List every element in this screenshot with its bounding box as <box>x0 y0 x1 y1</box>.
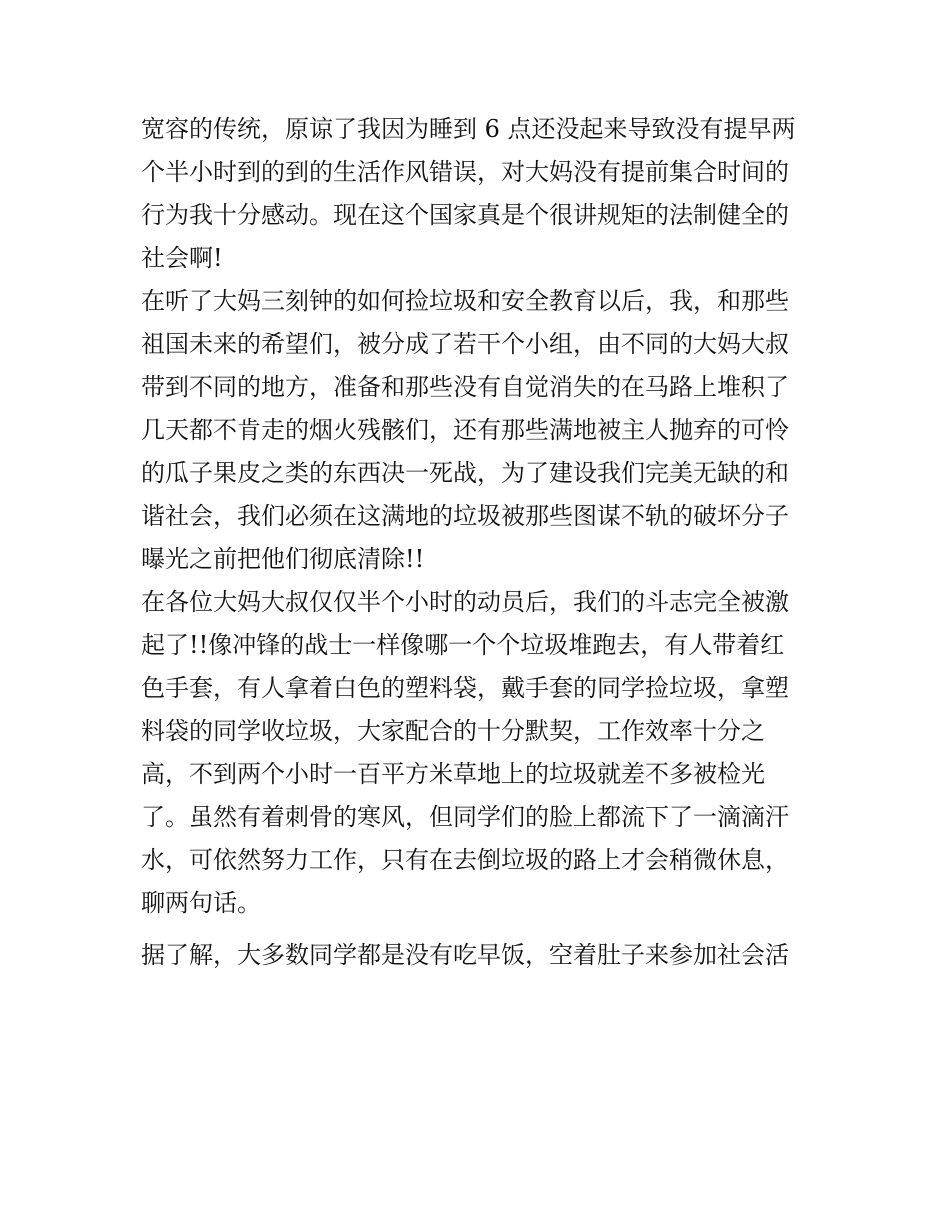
text-line: 水，可依然努力工作，只有在去倒垃圾的路上才会稍微休息， <box>141 846 789 874</box>
text-line: 色手套，有人拿着白色的塑料袋，戴手套的同学捡垃圾，拿塑 <box>141 674 789 702</box>
paragraph <box>141 581 813 925</box>
text-line: 行为我十分感动。现在这个国家真是个很讲规矩的法制健全的 <box>141 201 789 229</box>
body-text <box>141 108 813 977</box>
text-line: 在各位大妈大叔仅仅半个小时的动员后，我们的斗志完全被激 <box>141 588 789 616</box>
text-line: 宽容的传统，原谅了我因为睡到 6 点还没起来导致没有提早两 <box>141 115 796 143</box>
paragraph <box>141 934 813 977</box>
text-line: 带到不同的地方，准备和那些没有自觉消失的在马路上堆积了 <box>141 373 789 401</box>
text-line: 祖国未来的希望们，被分成了若干个小组，由不同的大妈大叔 <box>141 330 789 358</box>
text-line: 谐社会，我们必须在这满地的垃圾被那些图谋不轨的破坏分子 <box>141 502 789 530</box>
paragraph <box>141 280 813 581</box>
text-line: 曝光之前把他们彻底清除!! <box>141 545 425 573</box>
text-line: 高，不到两个小时一百平方米草地上的垃圾就差不多被检光 <box>141 760 765 788</box>
text-line: 个半小时到的到的生活作风错误，对大妈没有提前集合时间的 <box>141 158 789 186</box>
text-line: 的瓜子果皮之类的东西决一死战，为了建设我们完美无缺的和 <box>141 459 789 487</box>
text-line: 聊两句话。 <box>141 889 261 917</box>
paragraph-gap <box>141 925 813 934</box>
text-line: 据了解，大多数同学都是没有吃早饭，空着肚子来参加社会活 <box>141 941 789 969</box>
text-line: 在听了大妈三刻钟的如何捡垃圾和安全教育以后，我，和那些 <box>141 287 789 315</box>
text-line: 起了!!像冲锋的战士一样像哪一个个垃圾堆跑去，有人带着红 <box>141 631 785 659</box>
text-line: 了。虽然有着刺骨的寒风，但同学们的脸上都流下了一滴滴汗 <box>141 803 789 831</box>
text-line: 料袋的同学收垃圾，大家配合的十分默契，工作效率十分之 <box>141 717 765 745</box>
paragraph <box>141 108 813 280</box>
text-line: 社会啊! <box>141 244 223 272</box>
text-line: 几天都不肯走的烟火残骸们，还有那些满地被主人抛弃的可怜 <box>141 416 789 444</box>
